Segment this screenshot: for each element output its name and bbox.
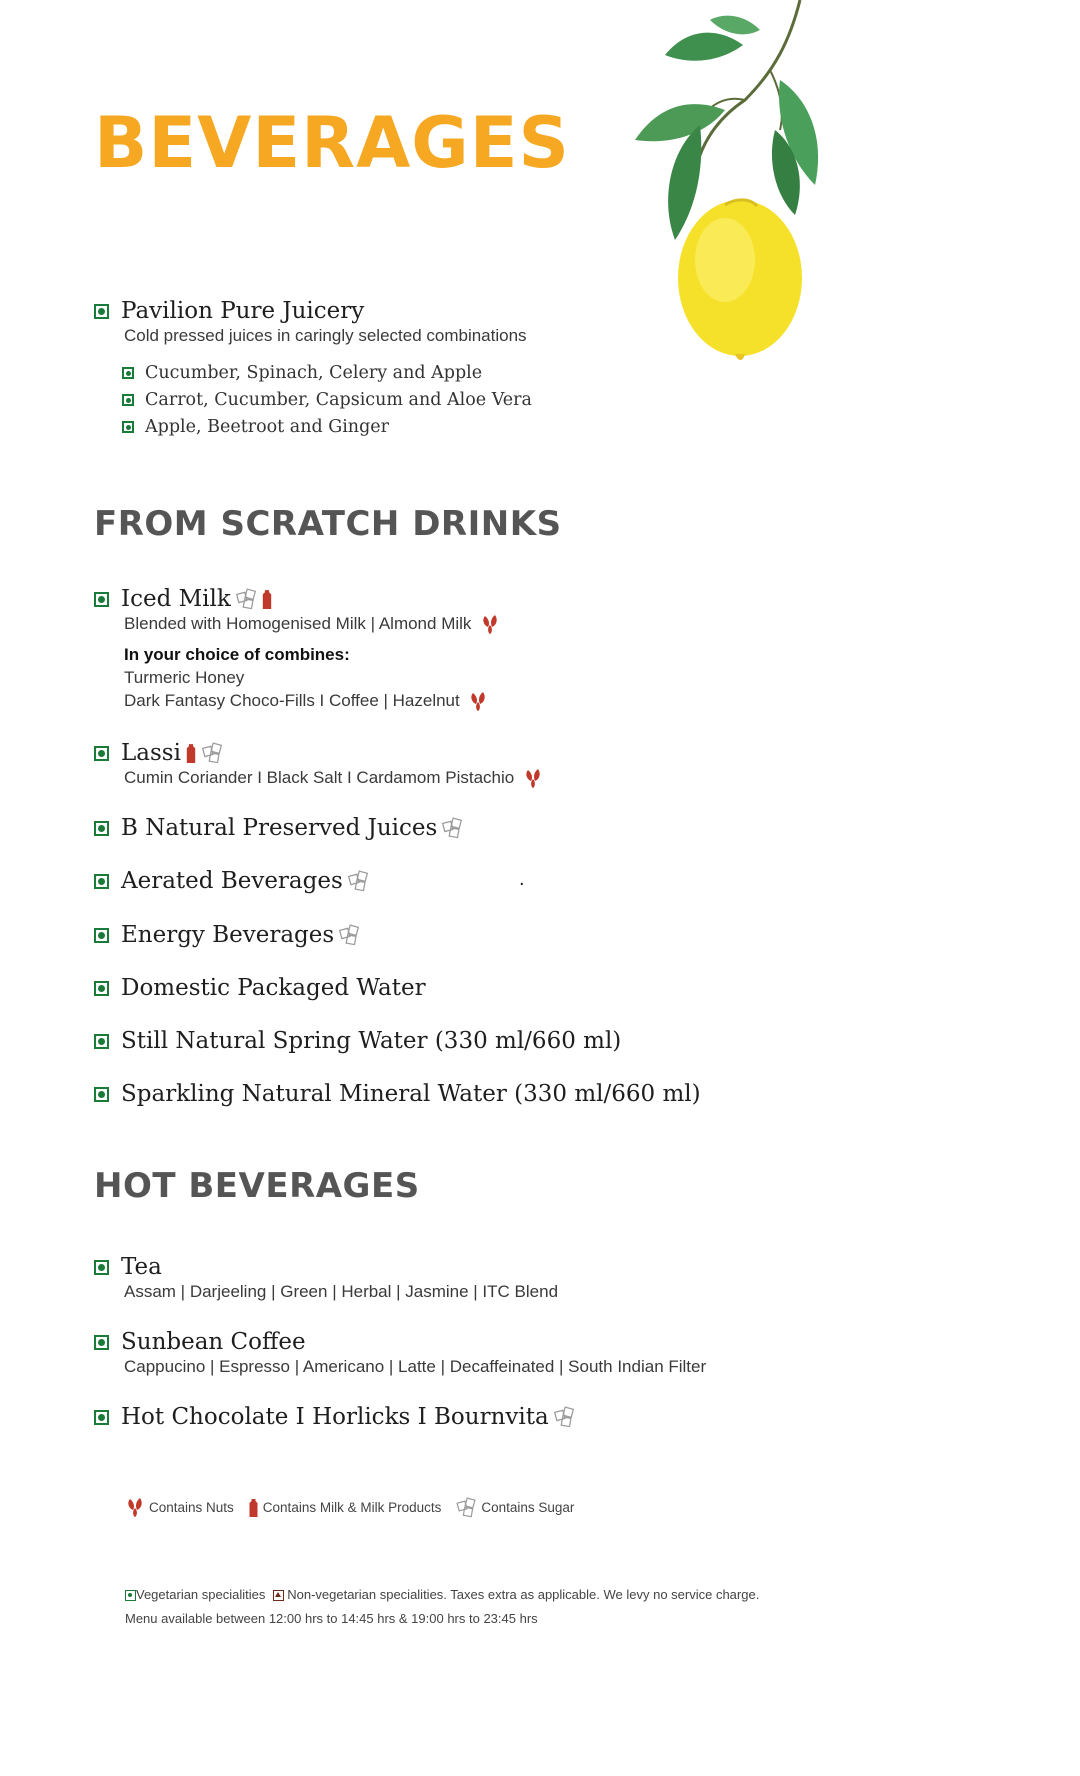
domestic-water-name: Domestic Packaged Water: [121, 975, 426, 1001]
veg-icon: [122, 367, 134, 379]
veg-icon: [94, 928, 109, 943]
sugar-icon: [441, 817, 463, 839]
sugar-icon: [553, 1406, 575, 1428]
juicery-subitem-label: Apple, Beetroot and Ginger: [145, 417, 390, 437]
domestic-water-item: [94, 975, 426, 1001]
veg-icon: [94, 1087, 109, 1102]
sparkling-water-name: Sparkling Natural Mineral Water (330 ml/660 ml): [121, 1081, 701, 1107]
veg-icon: [125, 1590, 136, 1601]
nuts-icon: [480, 614, 500, 635]
sugar-icon: [455, 1497, 477, 1518]
aerated-name: Aerated Beverages: [121, 868, 343, 894]
page-title: BEVERAGES: [94, 102, 570, 184]
iced-milk-desc: [124, 614, 500, 635]
energy-name: Energy Beverages: [121, 922, 335, 948]
b-natural-name: B Natural Preserved Juices: [121, 815, 438, 841]
veg-icon: [94, 304, 109, 319]
milk-icon: [248, 1497, 259, 1518]
combine-1: Turmeric Honey: [124, 668, 245, 687]
lassi-desc-text: Cumin Coriander I Black Salt I Cardamom Pistachio: [124, 768, 515, 787]
tea-item: [94, 1254, 162, 1280]
combine-2: [124, 691, 488, 712]
lassi-item: [94, 740, 223, 766]
veg-icon: [94, 1034, 109, 1049]
footer-line-1: [125, 1587, 759, 1602]
energy-item: [94, 922, 360, 948]
stray-dot: .: [519, 868, 525, 890]
veg-icon: [122, 394, 134, 406]
legend-milk: Contains Milk & Milk Products: [262, 1500, 442, 1515]
section-heading-hot: HOT BEVERAGES: [94, 1166, 420, 1206]
juicery-desc: Cold pressed juices in caringly selected combinations: [124, 326, 527, 345]
veg-icon: [94, 821, 109, 836]
iced-milk-item: [94, 586, 273, 612]
nonveg-icon: [273, 1590, 284, 1601]
combines-label: In your choice of combines:: [124, 645, 350, 664]
coffee-desc: Cappucino | Espresso | Americano | Latte | Decaffeinated | South Indian Filter: [124, 1357, 707, 1376]
still-water-name: Still Natural Spring Water (330 ml/660 ml): [121, 1028, 622, 1054]
veg-icon: [94, 746, 109, 761]
veg-icon: [94, 1410, 109, 1425]
legend-sugar: Contains Sugar: [481, 1500, 575, 1515]
b-natural-item: [94, 815, 463, 841]
sugar-icon: [347, 870, 369, 892]
sparkling-water-item: [94, 1081, 701, 1107]
veg-icon: [94, 1335, 109, 1350]
juicery-subitem-label: Cucumber, Spinach, Celery and Apple: [145, 363, 483, 383]
lassi-desc: [124, 768, 543, 789]
lassi-name: Lassi: [121, 740, 181, 766]
still-water-item: [94, 1028, 621, 1054]
juicery-item: [94, 298, 364, 324]
milk-icon: [185, 742, 197, 764]
juicery-subitem: [122, 363, 482, 383]
footer-nonveg: Non-vegetarian specialities. Taxes extra as applicable. We levy no service charge.: [287, 1587, 760, 1602]
sugar-icon: [338, 924, 360, 946]
tea-name: Tea: [121, 1254, 162, 1280]
coffee-name: Sunbean Coffee: [121, 1329, 306, 1355]
juicery-subitem: [122, 417, 389, 437]
veg-icon: [122, 421, 134, 433]
allergen-legend: [125, 1497, 588, 1518]
sugar-icon: [201, 742, 223, 764]
aerated-item: [94, 868, 369, 894]
footer-veg: Vegetarian specialities: [136, 1587, 266, 1602]
milk-icon: [261, 588, 273, 610]
sugar-icon: [235, 588, 257, 610]
combine-2-text: Dark Fantasy Choco-Fills I Coffee | Hazelnut: [124, 691, 460, 710]
juicery-name: Pavilion Pure Juicery: [121, 298, 365, 324]
footer-hours: Menu available between 12:00 hrs to 14:45 hrs & 19:00 hrs to 23:45 hrs: [125, 1611, 538, 1626]
chocolate-name: Hot Chocolate I Horlicks I Bournvita: [121, 1404, 549, 1430]
veg-icon: [94, 874, 109, 889]
juicery-subitem: [122, 390, 532, 410]
coffee-item: [94, 1329, 306, 1355]
nuts-icon: [125, 1497, 145, 1518]
legend-nuts: Contains Nuts: [149, 1500, 234, 1515]
chocolate-item: [94, 1404, 575, 1430]
veg-icon: [94, 1260, 109, 1275]
veg-icon: [94, 592, 109, 607]
tea-desc: Assam | Darjeeling | Green | Herbal | Jasmine | ITC Blend: [124, 1282, 559, 1301]
veg-icon: [94, 981, 109, 996]
juicery-subitem-label: Carrot, Cucumber, Capsicum and Aloe Vera: [145, 390, 532, 410]
iced-milk-name: Iced Milk: [121, 586, 231, 612]
section-heading-scratch: FROM SCRATCH DRINKS: [94, 504, 562, 544]
nuts-icon: [468, 691, 488, 712]
iced-milk-desc-text: Blended with Homogenised Milk | Almond Milk: [124, 614, 472, 633]
nuts-icon: [523, 768, 543, 789]
lemon-illustration: [575, 0, 845, 370]
